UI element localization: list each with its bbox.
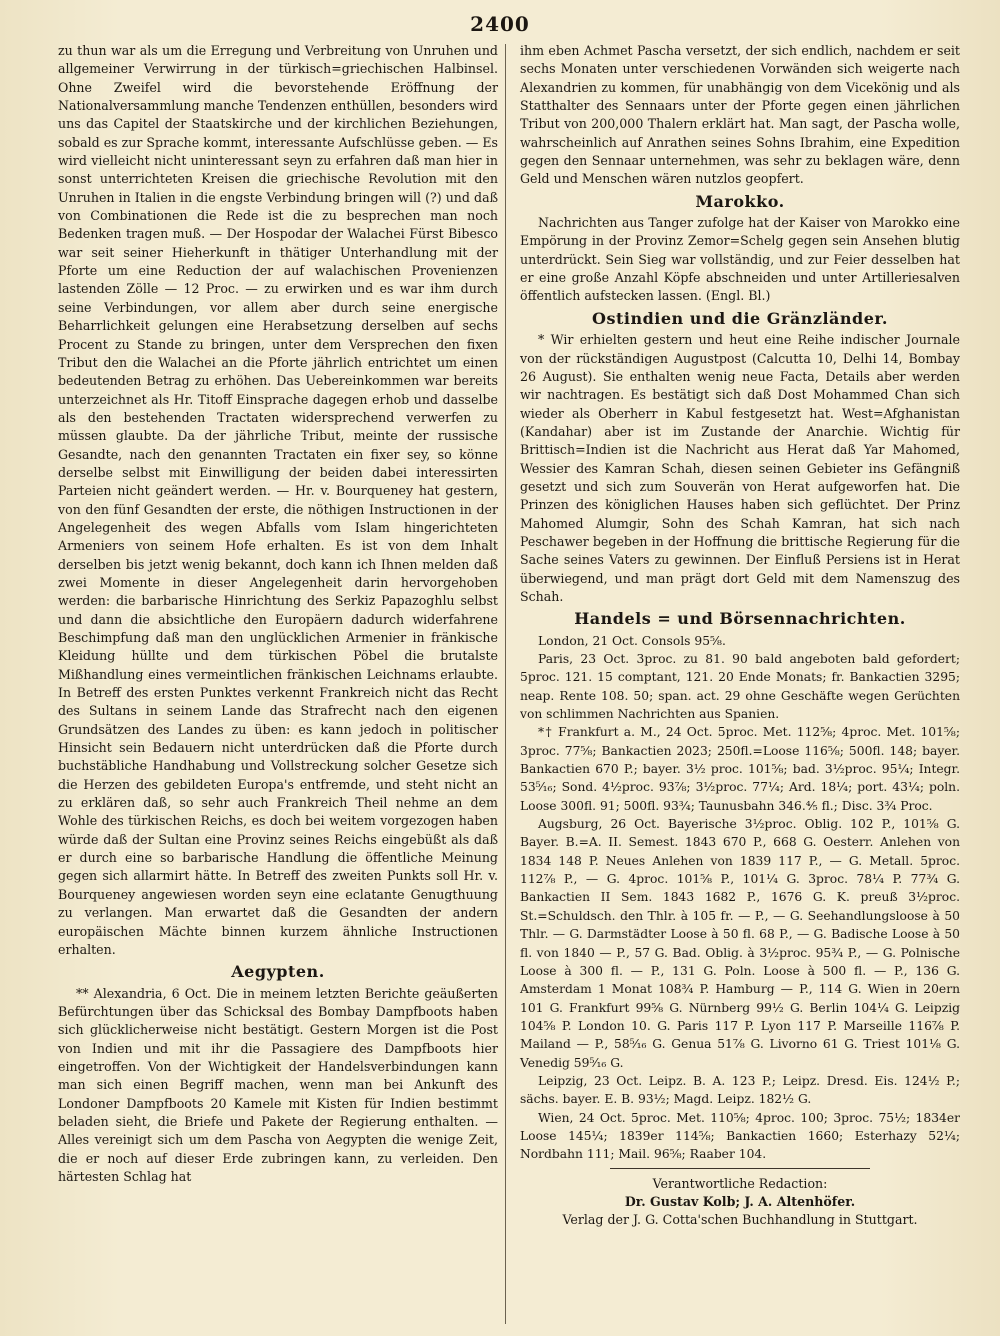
india-paragraph: * Wir erhielten gestern und heut eine Reihe indischer Journale von der rückständigen Augustpost (Calcutta 10, Delhi 14, Bombay 26 August). Sie enthalten wenig neue Facta, Details aber werden wir nachtragen. Es bestätigt sich daß Dost Mohammed Chan sich wieder als Oberherr in Kabul festgesetzt hat. West=Afghanistan (Kandahar) aber ist im Zustande der Anarchie. Wichtig für Brittisch=Indien ist die Nachricht aus Herat daß Yar Mahomed, Wessier des Kamran Schah, diesen seinen Gebieter ins Gefängniß gesetzt und sich zum Souverän von Herat aufgeworfen hat. Die Prinzen des königlichen Hauses haben sich geflüchtet. Der Prinz Mahomed Alumgir, Sohn des Schah Kamran, hat sich nach Peschawer begeben in der Hoffnung die brittische Regierung für die Sache seines Vaters zu gewinnen. Der Einfluß Persiens ist in Herat überwiegend, und man prägt dort Geld mit dem Namenszug des Schah.: [520, 332, 960, 604]
footer-divider: [610, 1168, 870, 1169]
left-column: [58, 42, 498, 1186]
trade-entry-paris: Paris, 23 Oct. 3proc. zu 81. 90 bald angeboten bald gefordert; 5proc. 121. 15 comptant, 121. 20 Ende Monats; fr. Bankactien 3295; neap. Rente 108. 50; span. act. 29 ohne Geschäfte wegen Gerüchten von schlimmen Nachrichten aus Spanien.: [520, 652, 960, 722]
politics-paragraph: zu thun war als um die Erregung und Verbreitung von Unruhen und allgemeiner Verwirrung in der türkisch=griechischen Halbinsel. Ohne Zweifel wird die bevorstehende Eröffnung der Nationalversammlung manche Tendenzen enthüllen, besonders wird uns das Capitel der Staatskirche und der kirchlichen Beziehungen, sobald es zur Sprache kommt, interessante Aufschlüsse geben. — Es wird vielleicht nicht uninteressant seyn zu erfahren daß man hier in sonst unterrichteten Kreisen die griechische Revolution mit den Unruhen in Italien in die engste Verbindung bringen will (?) und daß von Combinationen die Rede ist die zu besprechen man noch Bedenken tragen muß. — Der Hospodar der Walachei Fürst Bibesco war seit seiner Hieherkunft in thätiger Unterhandlung mit der Pforte um eine Reduction der auf walachischen Provenienzen lastenden Zölle — 12 Proc. — zu erwirken und es war ihm durch seine Verbindungen, vor allem aber durch seine energische Beharrlichkeit gelungen eine Herabsetzung derselben auf sechs Procent zu Stande zu bringen, unter dem Versprechen den fixen Tribut den die Walachei an die Pforte jährlich entrichtet um einen bedeutenden Betrag zu erhöhen. Das Uebereinkommen war bereits unterzeichnet als Hr. Titoff Einsprache dagegen erhob und dasselbe als den bestehenden Tractaten widersprechend verwerfen zu müssen glaubte. Da der jährliche Tribut, meinte der russische Gesandte, nach den genannten Tractaten ein fixer sey, so könne derselbe selbst mit Einwilligung der beiden dabei interessirten Parteien nicht geändert werden. — Hr. v. Bourqueney hat gestern, von den fünf Gesandten der erste, die nöthigen Instructionen in der Angelegenheit des wegen Abfalls vom Islam hingerichteten Armeniers von seinem Hofe erhalten. Es ist von dem Inhalt derselben bis jetzt wenig bekannt, doch kann ich Ihnen melden daß zwei Momente in dieser Angelegenheit darin hervorgehoben werden: die barbarische Hinrichtung des Serkiz Papazoghlu selbst und dann die absichtliche den Europäern dadurch widerfahrene Beschimpfung daß man den unglücklichen Armenier in fränkische Kleidung hüllte und dem türkischen Pöbel die brutalste Mißhandlung eines vermeintlichen fränkischen Leichnams erlaubte. In Betreff des ersten Punktes verkennt Frankreich nicht das Recht des Sultans in seinem Lande das Strafrecht nach den eigenen Grundsätzen des Landes zu üben: es kann jedoch in politischer Hinsicht sein Bedauern nicht unterdrücken daß die Pforte durch buchstäbliche Handhabung und Vollstreckung solcher Gesetze sich die Herzen des gebildeten Europa's entfremde, und steht nicht an zu erklären daß, so sehr auch Frankreich Theil nehme an dem Wohle des türkischen Reichs, es doch bei weitem vorgezogen haben würde daß der Sultan eine Provinz seines Reichs eingebüßt als daß er durch eine so barbarische Handlung die öffentliche Meinung gegen sich allarmirt hätte. In Betreff des zweiten Punkts soll Hr. v. Bourqueney angewiesen worden seyn eine eclatante Genugthuung zu verlangen. Man erwartet daß die Gesandten der andern europäischen Mächte binnen kurzem ähnliche Instructionen erhalten.: [58, 43, 499, 957]
trade-entry-frankfurt: *† Frankfurt a. M., 24 Oct. 5proc. Met. 112⅝; 4proc. Met. 101⅝; 3proc. 77⅝; Bankactien 2023; 250fl.=Loose 116⅝; 500fl. 148; bayer. Bankactien 670 P.; bayer. 3½ proc. 101⅝; bad. 3½proc. 95¼; Integr. 53⁵⁄₁₆; Sond. 4½proc. 93⅞; 3½proc. 77¼; Ard. 18¼; port. 43¼; poln. Loose 300fl. 91; 500fl. 93¾; Taunusbahn 346.⅘ fl.; Disc. 3¾ Proc.: [520, 725, 960, 813]
section-heading-trade: Handels = und Börsennachrichten.: [574, 609, 906, 629]
trade-entries: [520, 632, 960, 1164]
right-column: [520, 42, 960, 1229]
section-heading-morocco: Marokko.: [695, 191, 785, 211]
imprint-label: Verantwortliche Redaction:: [652, 1175, 828, 1191]
trade-entry-london: London, 21 Oct. Consols 95⅝.: [538, 633, 726, 648]
morocco-paragraph: Nachrichten aus Tanger zufolge hat der Kaiser von Marokko eine Empörung in der Provinz Zemor=Schelg gegen sein Ansehen blutig unterdrückt. Sein Sieg war vollständig, und zur Feier desselben hat er eine große Anzahl Köpfe abschneiden und unter Artilleriesalven öffentlich aufstecken lassen. (Engl. Bl.): [520, 215, 960, 304]
egypt-continuation: ihm eben Achmet Pascha versetzt, der sich endlich, nachdem er seit sechs Monaten unter verschiedenen Vorwänden sich weigerte nach Alexandrien zu kommen, für unabhängig von dem Vicekönig und als Statthalter des Sennaars unter der Pforte gegen einen jährlichen Tribut von 200,000 Thalern erklärt hat. Man sagt, der Pascha wolle, wahrscheinlich auf Anrathen seines Sohns Ibrahim, eine Expedition gegen den Sennaar unternehmen, was sehr zu beklagen wäre, denn Geld und Menschen wären nutzlos geopfert.: [520, 43, 960, 187]
trade-entry-augsburg: Augsburg, 26 Oct. Bayerische 3½proc. Oblig. 102 P., 101⅝ G. Bayer. B.=A. II. Semest. 1843 670 P., 668 G. Oesterr. Anlehen von 1834 148 P. Neues Anlehen von 1839 117 P., — G. Metall. 5proc. 112⅞ P., — G. 4proc. 101⅝ P., 101¼ G. 3proc. 78¼ P. 77¾ G. Bankactien II Sem. 1843 1682 P., 1676 G. K. preuß 3½proc. St.=Schuldsch. den Thlr. à 105 fr. — P., — G. Seehandlungsloose à 50 Thlr. — G. Darmstädter Loose à 50 fl. 68 P., — G. Badische Loose à 50 fl. von 1840 — P., 57 G. Bad. Oblig. à 3½proc. 95¾ P., — G. Polnische Loose à 300 fl. — P., 131 G. Poln. Loose à 500 fl. — P., 136 G. Amsterdam 1 Monat 108¾ P. Hamburg — P., 114 G. Wien in 20ern 101 G. Frankfurt 99⅝ G. Nürnberg 99½ G. Berlin 104¼ G. Leipzig 104⅝ P. London 10. G. Paris 117 P. Lyon 117 P. Marseille 116⅞ P. Mailand — P., 58⁵⁄₁₆ G. Genua 51⅞ G. Livorno 61 G. Triest 101⅛ G. Venedig 59⁵⁄₁₆ G.: [520, 817, 960, 1070]
egypt-paragraph: ** Alexandria, 6 Oct. Die in meinem letzten Berichte geäußerten Befürchtungen über das Schicksal des Bombay Dampfboots haben sich glücklicherweise nicht bestätigt. Gestern Morgen ist die Post von Indien und mit ihr die Passagiere des Dampfboots hier eingetroffen. Von der Wichtigkeit der Handelsverbindungen kann man sich einen Begriff machen, wenn man bei Ankunft des Londoner Dampfboots 20 Kamele mit Kisten für Indien bestimmt beladen sieht, die Briefe und Pakete der Regierung enthalten. — Alles vereinigt sich um dem Pascha von Aegypten die wenige Zeit, die er noch auf dieser Erde zubringen kann, zu verleiden. Den härtesten Schlag hat: [58, 985, 498, 1184]
section-heading-egypt: Aegypten.: [231, 962, 325, 982]
page-number: 2400: [470, 12, 530, 36]
column-divider: [505, 44, 506, 1324]
trade-entry-leipzig: Leipzig, 23 Oct. Leipz. B. A. 123 P.; Leipz. Dresd. Eis. 124½ P.; sächs. bayer. E. B. 93½; Magd. Leipz. 182½ G.: [520, 1073, 960, 1107]
imprint: [520, 1175, 960, 1229]
imprint-editors: Dr. Gustav Kolb; J. A. Altenhöfer.: [624, 1193, 856, 1209]
imprint-publisher: Verlag der J. G. Cotta'schen Buchhandlung in Stuttgart.: [562, 1211, 918, 1227]
section-heading-india: Ostindien und die Gränzländer.: [592, 308, 888, 328]
trade-entry-wien: Wien, 24 Oct. 5proc. Met. 110⅝; 4proc. 100; 3proc. 75½; 1834er Loose 145¼; 1839er 114⅝; Bankactien 1660; Esterhazy 52¼; Nordbahn 111; Mail. 96⅝; Raaber 104.: [520, 1110, 960, 1162]
